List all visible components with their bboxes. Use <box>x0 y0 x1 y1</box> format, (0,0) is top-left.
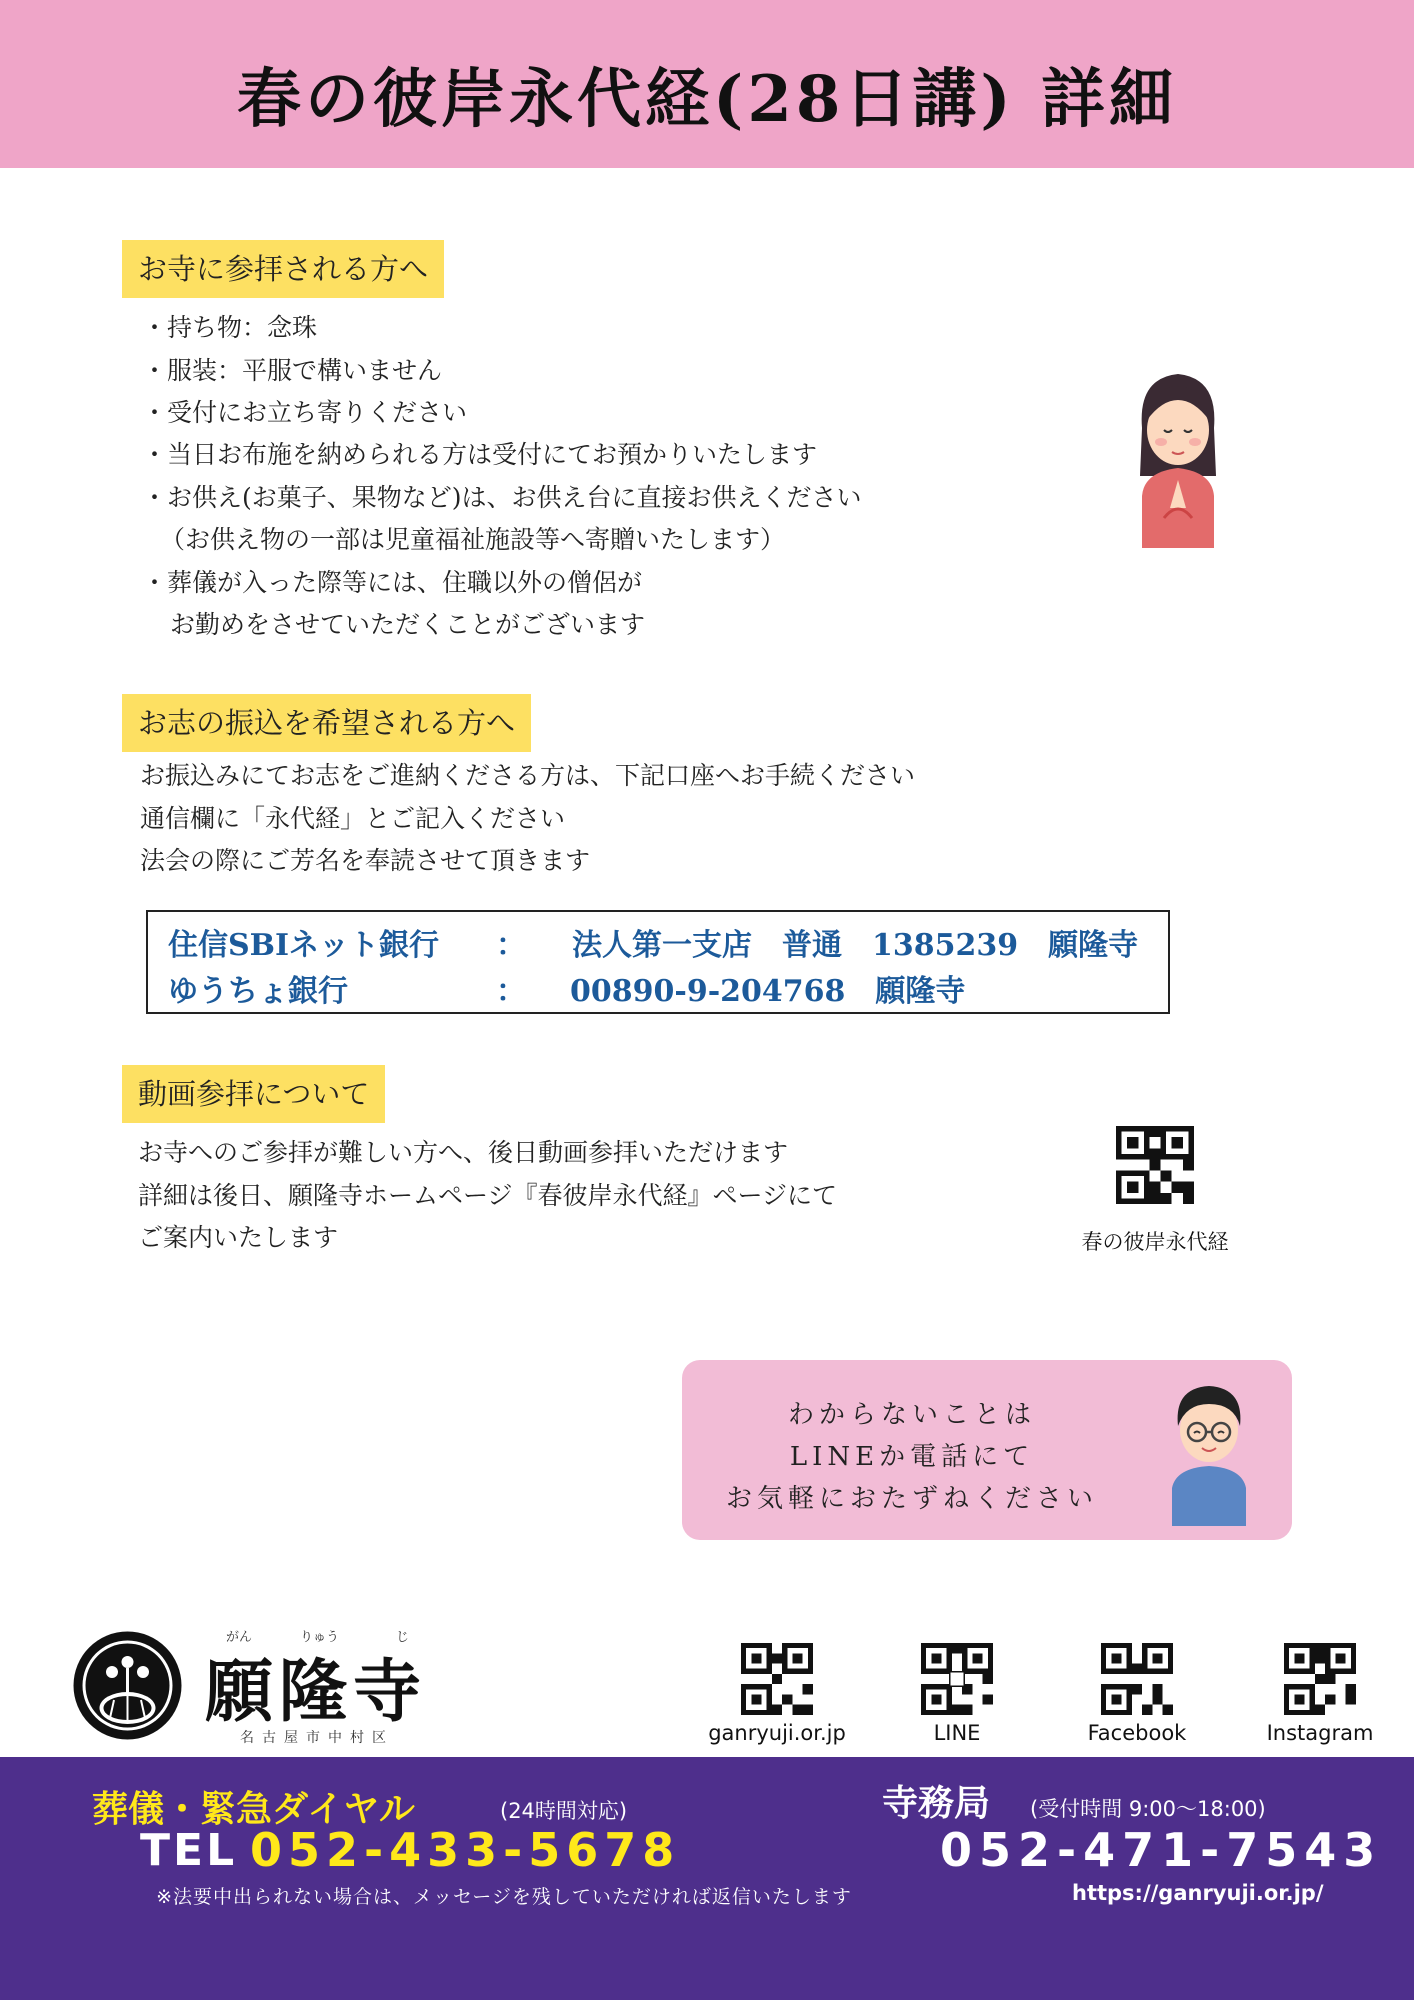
qr-label-instagram: Instagram <box>1266 1721 1374 1745</box>
logo-name: 願隆寺 <box>205 1652 428 1732</box>
bank-name: ゆうちょ銀行 <box>168 974 348 1009</box>
tel-prefix: TEL <box>140 1825 238 1876</box>
list-item: ・当日お布施を納められる方は受付にてお預かりいたします <box>142 440 818 469</box>
list-item: ・お供え(お菓子、果物など)は、お供え台に直接お供えください <box>142 483 862 512</box>
bubble-text: お気軽におたずねください <box>725 1484 1098 1514</box>
bank-name: 住信SBIネット銀行 <box>168 928 440 963</box>
bank-separator: ： <box>496 974 526 1009</box>
emergency-note: (24時間対応) <box>500 1799 628 1823</box>
man-illustration <box>1164 1376 1254 1526</box>
video-text: ご案内いたします <box>138 1223 339 1252</box>
office-hours: (受付時間 9:00〜18:00) <box>1030 1797 1266 1821</box>
transfer-text: 通信欄に「永代経」とご記入ください <box>140 804 566 833</box>
bank-account-box <box>146 910 1170 1014</box>
praying-woman-illustration <box>1128 368 1228 548</box>
contact-info-bubble <box>682 1360 1292 1540</box>
qr-label-facebook: Facebook <box>1087 1721 1187 1745</box>
office-title: 寺務局 <box>882 1783 991 1824</box>
bank-account: 00890-9-204768 願隆寺 <box>570 974 966 1009</box>
qr-label-line: LINE <box>933 1721 981 1745</box>
bubble-text: LINEか電話にて <box>789 1442 1035 1472</box>
qr-label: 春の彼岸永代経 <box>1081 1230 1229 1254</box>
list-item: お勤めをさせていただくことがございます <box>170 610 646 639</box>
notice-text: ※法要中出られない場合は、メッセージを残していただければ返信いたします <box>156 1886 852 1908</box>
website-qr-icon[interactable] <box>741 1643 813 1715</box>
video-text: 詳細は後日、願隆寺ホームページ『春彼岸永代経』ページにて <box>138 1181 838 1210</box>
section-heading-visit: お寺に参拝される方へ <box>122 240 444 298</box>
list-item: ・持ち物：念珠 <box>142 313 318 342</box>
logo-ruby: がん <box>226 1630 253 1645</box>
qr-label-website: ganryuji.or.jp <box>708 1721 846 1745</box>
list-item: ・葬儀が入った際等には、住職以外の僧侶が <box>142 568 643 597</box>
bank-separator: ： <box>496 928 526 963</box>
emergency-title: 葬儀・緊急ダイヤル <box>92 1789 415 1830</box>
section-heading-transfer: お志の振込を希望される方へ <box>122 694 531 752</box>
video-text: お寺へのご参拝が難しい方へ、後日動画参拝いただけます <box>138 1138 789 1167</box>
qr-code-icon[interactable] <box>1116 1126 1194 1204</box>
transfer-text: 法会の際にご芳名を奉読させて頂きます <box>140 846 591 875</box>
facebook-qr-icon[interactable] <box>1101 1643 1173 1715</box>
section-heading-video: 動画参拝について <box>122 1065 385 1123</box>
logo-ruby: じ <box>396 1630 410 1645</box>
page-title: 春の彼岸永代経(28日講) 詳細 <box>237 62 1177 137</box>
office-phone[interactable]: 052-471-7543 <box>940 1823 1383 1877</box>
logo-ruby: りゅう <box>300 1630 340 1645</box>
emergency-phone[interactable]: 052-433-5678 <box>250 1823 681 1877</box>
temple-crest-logo <box>70 1628 185 1743</box>
list-item: （お供え物の一部は児童福祉施設等へ寄贈いたします） <box>160 525 786 554</box>
instagram-qr-icon[interactable] <box>1284 1643 1356 1715</box>
header-banner <box>0 0 1414 168</box>
logo-subtitle: 名古屋市中村区 <box>240 1730 394 1746</box>
list-item: ・服装：平服で構いません <box>142 356 443 385</box>
bank-account: 法人第一支店 普通 1385239 願隆寺 <box>572 928 1139 963</box>
transfer-text: お振込みにてお志をご進納くださる方は、下記口座へお手続ください <box>140 761 916 790</box>
line-qr-icon[interactable] <box>921 1643 993 1715</box>
footer-bar <box>0 1757 1414 2000</box>
bubble-text: わからないことは <box>787 1400 1036 1430</box>
list-item: ・受付にお立ち寄りください <box>142 398 468 427</box>
website-url[interactable]: https://ganryuji.or.jp/ <box>1072 1881 1324 1905</box>
